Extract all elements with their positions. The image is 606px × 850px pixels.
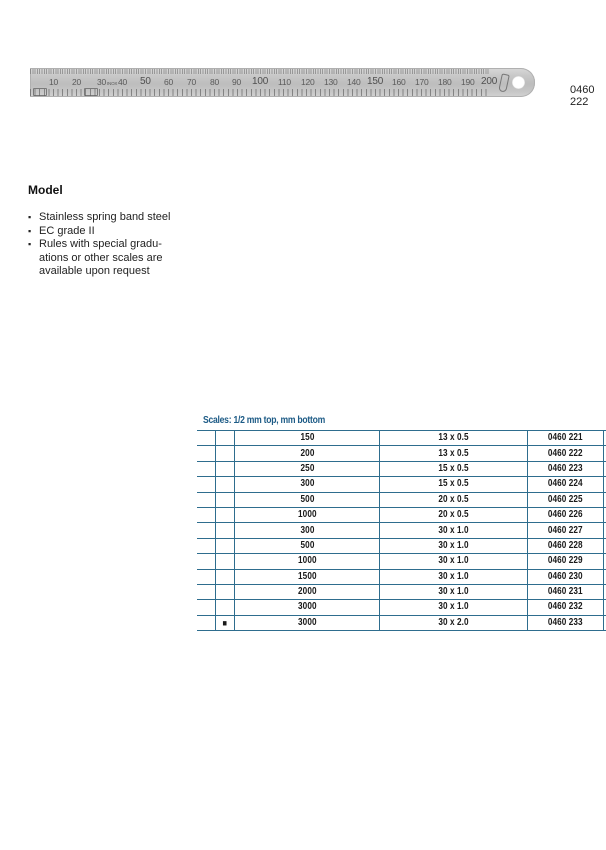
cross-section-cell: [380, 600, 528, 615]
length-cell: [235, 554, 380, 569]
bullet-icon: ▪: [28, 225, 32, 236]
availability-mark-cell: [216, 461, 235, 476]
length-text: 1000: [297, 509, 317, 521]
length-cell: [235, 461, 380, 476]
availability-mark-cell: [216, 523, 235, 538]
article-number-text: 0460 231: [548, 586, 583, 598]
ruler-number: 110: [278, 77, 291, 87]
row-spacer-cell: [197, 600, 216, 615]
ruler-number: 180: [438, 77, 452, 87]
ruler-number: 200: [481, 76, 498, 87]
cross-section-cell: [380, 615, 528, 630]
length-text: 200: [300, 447, 314, 459]
ruler-number: 100: [252, 76, 269, 87]
cross-section-text: 15 x 0.5: [438, 462, 469, 474]
product-table: [197, 430, 606, 631]
table-row: [197, 492, 606, 507]
length-cell: [235, 615, 380, 630]
cross-section-text: 13 x 0.5: [438, 447, 469, 459]
ruler-number: 30: [97, 77, 107, 87]
length-cell: [235, 538, 380, 553]
article-number-cell: [528, 554, 604, 569]
ruler-number: 160: [392, 77, 406, 87]
availability-mark-cell: [216, 600, 235, 615]
ruler-number: 150: [367, 76, 384, 87]
length-text: 300: [300, 478, 314, 490]
availability-mark-cell: [216, 492, 235, 507]
bullet-icon: ▪: [28, 212, 32, 222]
article-number-cell: [528, 569, 604, 584]
ruler-mm-graduations: [30, 89, 490, 96]
length-text: 1500: [297, 570, 317, 582]
section-heading-model: Model: [28, 183, 63, 197]
length-cell: [235, 477, 380, 492]
length-text: 150: [300, 432, 314, 444]
ruler-number: 130: [324, 77, 338, 87]
ruler-number: 60: [164, 77, 174, 87]
table-row: [197, 477, 606, 492]
cross-section-cell: [380, 569, 528, 584]
article-number-cell: [528, 461, 604, 476]
feature-list: [28, 211, 178, 279]
feature-text: Stainless spring band steel: [39, 211, 171, 223]
feature-text: Rules with special gradu-ations or other scales are available upon request: [39, 238, 163, 277]
cross-section-text: 15 x 0.5: [438, 478, 469, 490]
article-number-text: 0460 225: [548, 493, 583, 505]
cross-section-cell: [380, 446, 528, 461]
availability-mark-cell: [216, 569, 235, 584]
cross-section-cell: [380, 461, 528, 476]
availability-mark-cell: [216, 446, 235, 461]
article-number-text: 0460 232: [548, 601, 583, 613]
article-number-cell: [528, 507, 604, 522]
availability-mark-text: ■: [222, 617, 228, 628]
table-row: [197, 554, 606, 569]
table-row: [197, 538, 606, 553]
article-number-cell: [528, 431, 604, 446]
ruler-number: 10: [49, 77, 59, 87]
cross-section-text: 20 x 0.5: [438, 509, 469, 521]
availability-mark-cell: [216, 538, 235, 553]
cross-section-cell: [380, 584, 528, 599]
article-number-text: 0460 229: [548, 555, 583, 567]
table-row: [197, 615, 606, 630]
ruler-number: 140: [347, 77, 361, 87]
row-spacer-cell: [197, 492, 216, 507]
cross-section-text: 13 x 0.5: [438, 432, 469, 444]
article-number-cell: [528, 492, 604, 507]
length-cell: [235, 431, 380, 446]
ruler-number: 80: [210, 77, 220, 87]
length-cell: [235, 600, 380, 615]
article-number-cell: [528, 538, 604, 553]
cross-section-text: 30 x 1.0: [438, 555, 469, 567]
cross-section-text: 30 x 1.0: [438, 539, 469, 551]
article-number-text: 0460 224: [548, 478, 583, 490]
ruler-half-mm-graduations: [30, 69, 490, 74]
table-caption: Scales: 1/2 mm top, mm bottom: [203, 415, 326, 426]
image-article-number: 0460 222: [570, 84, 595, 108]
cross-section-cell: [380, 538, 528, 553]
length-cell: [235, 492, 380, 507]
article-number-cell: [528, 615, 604, 630]
row-spacer-cell: [197, 431, 216, 446]
cross-section-text: 20 x 0.5: [438, 493, 469, 505]
length-text: 2000: [297, 586, 317, 598]
feature-item: [28, 238, 178, 279]
length-cell: [235, 569, 380, 584]
ruler-number: 40: [118, 77, 128, 87]
article-number-cell: [528, 600, 604, 615]
length-text: 500: [300, 539, 314, 551]
availability-mark-cell: [216, 554, 235, 569]
article-number-text: 0460 233: [548, 616, 583, 628]
row-spacer-cell: [197, 538, 216, 553]
cross-section-cell: [380, 477, 528, 492]
feature-item: [28, 211, 178, 225]
availability-mark-cell: [216, 507, 235, 522]
availability-mark-cell: [216, 584, 235, 599]
article-number-cell: [528, 446, 604, 461]
article-number-text: 0460 222: [548, 447, 583, 459]
cross-section-text: 30 x 1.0: [438, 524, 469, 536]
table-row: [197, 523, 606, 538]
row-spacer-cell: [197, 446, 216, 461]
article-number-cell: [528, 584, 604, 599]
article-number-cell: [528, 477, 604, 492]
cross-section-cell: [380, 523, 528, 538]
length-cell: [235, 584, 380, 599]
length-text: 1000: [297, 555, 317, 567]
length-cell: [235, 446, 380, 461]
length-text: 3000: [297, 616, 317, 628]
length-text: 3000: [297, 601, 317, 613]
cross-section-cell: [380, 431, 528, 446]
article-number-text: 0460 221: [548, 432, 583, 444]
length-cell: [235, 507, 380, 522]
length-text: 500: [300, 493, 314, 505]
row-spacer-cell: [197, 584, 216, 599]
row-spacer-cell: [197, 569, 216, 584]
row-spacer-cell: [197, 477, 216, 492]
ruler-number: 120: [301, 77, 315, 87]
table-row: [197, 600, 606, 615]
cross-section-text: 30 x 1.0: [438, 601, 469, 613]
steel-rule-image: [30, 68, 535, 97]
length-text: 250: [300, 462, 314, 474]
cross-section-cell: [380, 492, 528, 507]
row-spacer-cell: [197, 615, 216, 630]
table-row: [197, 446, 606, 461]
ruler-number: 90: [232, 77, 242, 87]
feature-text: EC grade II: [39, 224, 95, 237]
ruler-number: 50: [140, 76, 151, 87]
table-row: [197, 507, 606, 522]
article-number-text: 0460 227: [548, 524, 583, 536]
table-row: [197, 461, 606, 476]
ruler-number: 70: [187, 77, 197, 87]
row-spacer-cell: [197, 523, 216, 538]
cross-section-text: 30 x 1.0: [438, 570, 469, 582]
article-number-cell: [528, 523, 604, 538]
hanging-hole-icon: [512, 76, 525, 89]
cross-section-cell: [380, 507, 528, 522]
article-number-text: 0460 230: [548, 570, 583, 582]
ruler-scale-numbers: [30, 77, 500, 89]
cross-section-cell: [380, 554, 528, 569]
article-number-text: 0460 223: [548, 462, 583, 474]
table-row: [197, 584, 606, 599]
length-text: 300: [300, 524, 314, 536]
cross-section-text: 30 x 1.0: [438, 586, 469, 598]
ruler-inox-mark: INOX: [107, 81, 118, 86]
feature-item: [28, 225, 178, 239]
row-spacer-cell: [197, 554, 216, 569]
table-row: [197, 569, 606, 584]
availability-mark-cell: [216, 615, 235, 630]
row-spacer-cell: [197, 507, 216, 522]
ruler-number: 170: [415, 77, 429, 87]
ruler-number: 20: [72, 77, 82, 87]
availability-mark-cell: [216, 477, 235, 492]
ruler-number: 190: [461, 77, 475, 87]
row-spacer-cell: [197, 461, 216, 476]
length-cell: [235, 523, 380, 538]
table-row: [197, 431, 606, 446]
availability-mark-cell: [216, 431, 235, 446]
bullet-icon: ▪: [28, 239, 32, 249]
article-number-text: 0460 228: [548, 539, 583, 551]
cross-section-text: 30 x 2.0: [438, 616, 469, 628]
article-number-text: 0460 226: [548, 509, 583, 521]
